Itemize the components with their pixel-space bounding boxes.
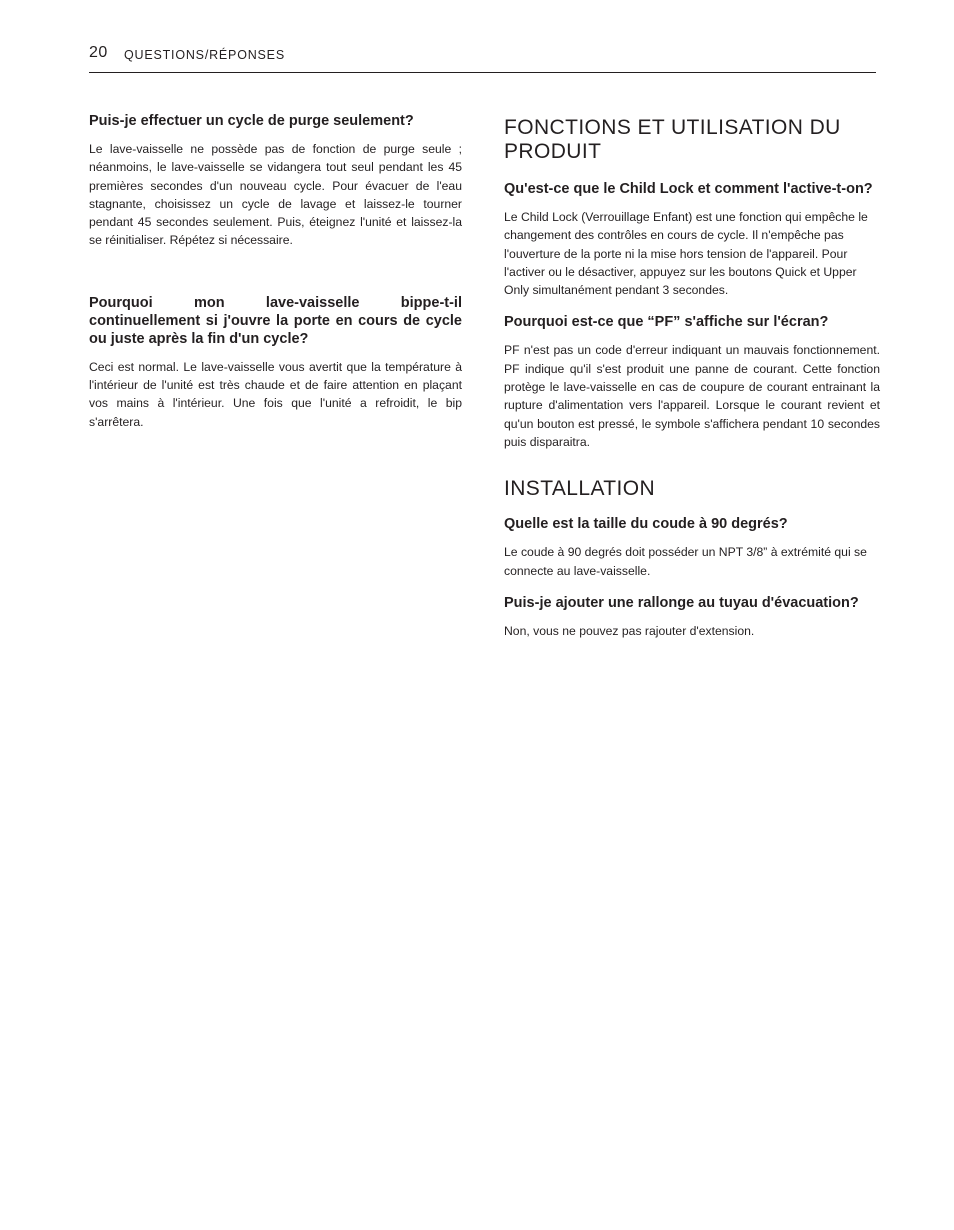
faq-question: Pourquoi est-ce que “PF” s'affiche sur l'écran? xyxy=(504,314,829,331)
faq-answer: PF n'est pas un code d'erreur indiquant un mauvais fonctionnement. PF indique qu'il s'est produit une panne de courant. Cette fonction protège le lave-vaisselle en cas de coupure de courant entrainant la rupture d'alimentation vers l'appareil. Lorsque le courant revient et qu'un bouton est pressé, le symbole s'affichera pendant 10 secondes puis disparaitra. xyxy=(504,343,880,449)
faq-item xyxy=(504,515,880,580)
section-title-installation: INSTALLATION xyxy=(504,477,656,501)
faq-item xyxy=(504,178,880,299)
faq-answer: Le coude à 90 degrés doit posséder un NPT 3/8” à extrémité qui se connecte au lave-vaisselle. xyxy=(504,545,867,578)
faq-question: Puis-je ajouter une rallonge au tuyau d'évacuation? xyxy=(504,594,859,611)
faq-item xyxy=(504,594,880,640)
right-column xyxy=(504,116,880,640)
faq-answer: Ceci est normal. Le lave-vaisselle vous avertit que la température à l'intérieur de l'unité est très chaude et de faire attention en plaçant vos mains à l'intérieur. Une fois que l'unité a refroidit, le bip s'arrêtera. xyxy=(89,359,462,429)
faq-item xyxy=(89,112,462,250)
faq-question: Quelle est la taille du coude à 90 degrés? xyxy=(504,516,788,533)
section-title-fonctions: FONCTIONS ET UTILISATION DU PRODUIT xyxy=(504,116,841,163)
faq-answer: Le lave-vaisselle ne possède pas de fonction de purge seule ; néanmoins, le lave-vaisselle se vidangera tout seul pendant les 45 premières secondes d'un nouveau cycle. Pour évacuer de l'eau stagnante, choisissez un cycle de lavage et laissez-le tourner pendant 45 secondes seulement. Puis, éteignez l'unité et laissez-la se réinitialiser. Répétez si nécessaire. xyxy=(89,142,462,248)
faq-question: Puis-je effectuer un cycle de purge seulement? xyxy=(89,113,414,129)
faq-item xyxy=(89,294,462,431)
left-column xyxy=(89,112,462,431)
faq-question: Qu'est-ce que le Child Lock et comment l'active-t-on? xyxy=(504,181,873,197)
page-header xyxy=(89,42,876,73)
faq-answer: Le Child Lock (Verrouillage Enfant) est une fonction qui empêche le changement des contrôles en cours de cycle. Il n'empêche pas l'ouverture de la porte ni la mise hors tension de l'appareil. Pour l'activer ou le désactiver, appuyez sur les boutons Quick et Upper Only simultanément pendant 3 secondes. xyxy=(504,210,868,298)
faq-item xyxy=(504,313,880,451)
faq-answer: Non, vous ne pouvez pas rajouter d'extension. xyxy=(504,623,755,638)
header-section-label: QUESTIONS/RÉPONSES xyxy=(124,48,285,62)
page-number: 20 xyxy=(89,44,108,61)
faq-question: Pourquoi mon lave-vaisselle bippe-t-il continuellement si j'ouvre la porte en cours de cycle ou juste après la fin d'un cycle? xyxy=(89,294,462,347)
